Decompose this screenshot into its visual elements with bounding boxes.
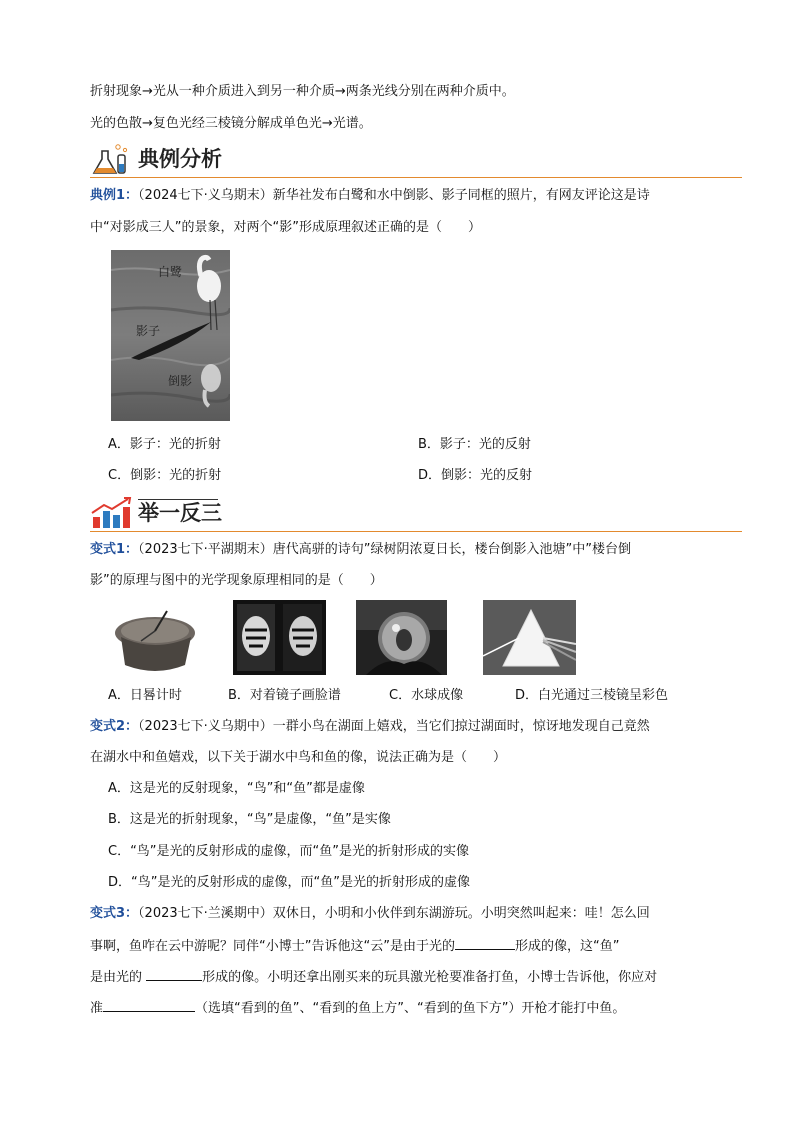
variant2-option-b[interactable]: B．这是光的折射现象，“鸟”是虚像，“鱼”是实像 (108, 812, 391, 827)
photo-label-reflection: 倒影 (168, 374, 193, 388)
example1-option-b[interactable]: B．影子：光的反射 (418, 437, 531, 452)
section-title-example: 典例分析 (138, 147, 222, 171)
photo-label-egret: 白鹭 (158, 265, 183, 279)
intro-line-2: 光的色散→复色光经三棱镜分解成单色光→光谱。 (90, 116, 372, 131)
variant2-option-c[interactable]: C．“鸟”是光的反射形成的虚像，而“鱼”是光的折射形成的实像 (108, 844, 470, 859)
photo-label-shadow: 影子 (136, 324, 161, 338)
variant1-option-c[interactable]: C．水球成像 (389, 688, 464, 703)
variant2-text-1: （2023七下·义乌期中）一群小鸟在湖面上嬉戏，当它们掠过湖面时，惊讶地发现自己竟然 (138, 719, 650, 734)
variant3-text-1: （2023七下·兰溪期中）双休日，小明和小伙伴到东湖游玩。小明突然叫起来：哇！怎么回 (138, 906, 650, 921)
variant3-line-3 (90, 966, 657, 988)
example1-tag: 典例1： (90, 188, 139, 203)
variant3-text-3a: 是由光的 (90, 970, 147, 985)
answer-blank-1[interactable] (455, 935, 515, 950)
example1-option-c[interactable]: C．倒影：光的折射 (108, 468, 222, 483)
variant1-option-b[interactable]: B．对着镜子画脸谱 (228, 688, 341, 703)
example1-text-1: （2024七下·义乌期末）新华社发布白鹭和水中倒影、影子同框的照片，有网友评论这是诗 (138, 188, 650, 203)
variant2-line-2: 在湖水中和鱼嬉戏，以下关于湖水中鸟和鱼的像，说法正确为是（ ） (90, 750, 507, 765)
answer-blank-3[interactable] (103, 997, 195, 1012)
section-title-practice: 举一反三 (138, 501, 222, 525)
variant2-option-a[interactable]: A．这是光的反射现象，“鸟”和“鱼”都是虚像 (108, 781, 365, 796)
section-header-practice (90, 497, 742, 532)
section-header-example (90, 143, 742, 178)
example1-option-a[interactable]: A．影子：光的折射 (108, 437, 221, 452)
intro-line-1: 折射现象→光从一种介质进入到另一种介质→两条光线分别在两种介质中。 (90, 84, 515, 99)
water-ball-image (356, 600, 447, 675)
variant2-tag: 变式2： (90, 719, 139, 734)
example1-line-1 (90, 186, 650, 206)
variant1-tag: 变式1： (90, 542, 139, 557)
variant1-text-1: （2023七下·平湖期末）唐代高骈的诗句”绿树阴浓夏日长，楼台倒影入池塘”中”楼台倒 (138, 542, 631, 557)
example1-line-2: 中“对影成三人”的景象，对两个“影”形成原理叙述正确的是（ ） (90, 220, 481, 235)
variant3-text-3b: 形成的像。小明还拿出刚买来的玩具激光枪要准备打鱼，小博士告诉他，你应对 (202, 970, 658, 985)
variant3-line-1 (90, 904, 650, 924)
variant3-line-2 (90, 935, 619, 957)
sundial-image (111, 603, 199, 677)
variant3-line-4 (90, 997, 625, 1019)
prism-image (483, 600, 576, 675)
variant3-text-2a: 事啊，鱼咋在云中游呢？同伴“小博士”告诉他这“云”是由于光的 (90, 939, 455, 954)
variant1-option-d[interactable]: D．白光通过三棱镜呈彩色 (515, 688, 669, 703)
variant1-option-a[interactable]: A．日晷计时 (108, 688, 182, 703)
flask-icon (90, 143, 134, 175)
answer-blank-2[interactable] (146, 966, 202, 981)
bar-chart-icon (90, 497, 134, 529)
variant1-line-1 (90, 540, 631, 560)
mirror-face-painting-image (233, 600, 326, 675)
variant3-tag: 变式3： (90, 906, 139, 921)
example1-option-d[interactable]: D．倒影：光的反射 (418, 468, 533, 483)
variant2-option-d[interactable]: D．“鸟”是光的反射形成的虚像，而“鱼”是光的折射形成的虚像 (108, 875, 470, 890)
variant2-line-1 (90, 717, 650, 737)
variant3-text-2b: 形成的像，这“鱼” (514, 939, 620, 954)
variant3-text-4b: （选填“看到的鱼”、“看到的鱼上方”、“看到的鱼下方”）开枪才能打中鱼。 (195, 1001, 626, 1016)
variant3-text-4a: 准 (90, 1001, 104, 1016)
variant1-line-2: 影”的原理与图中的光学现象原理相同的是（ ） (90, 573, 383, 588)
